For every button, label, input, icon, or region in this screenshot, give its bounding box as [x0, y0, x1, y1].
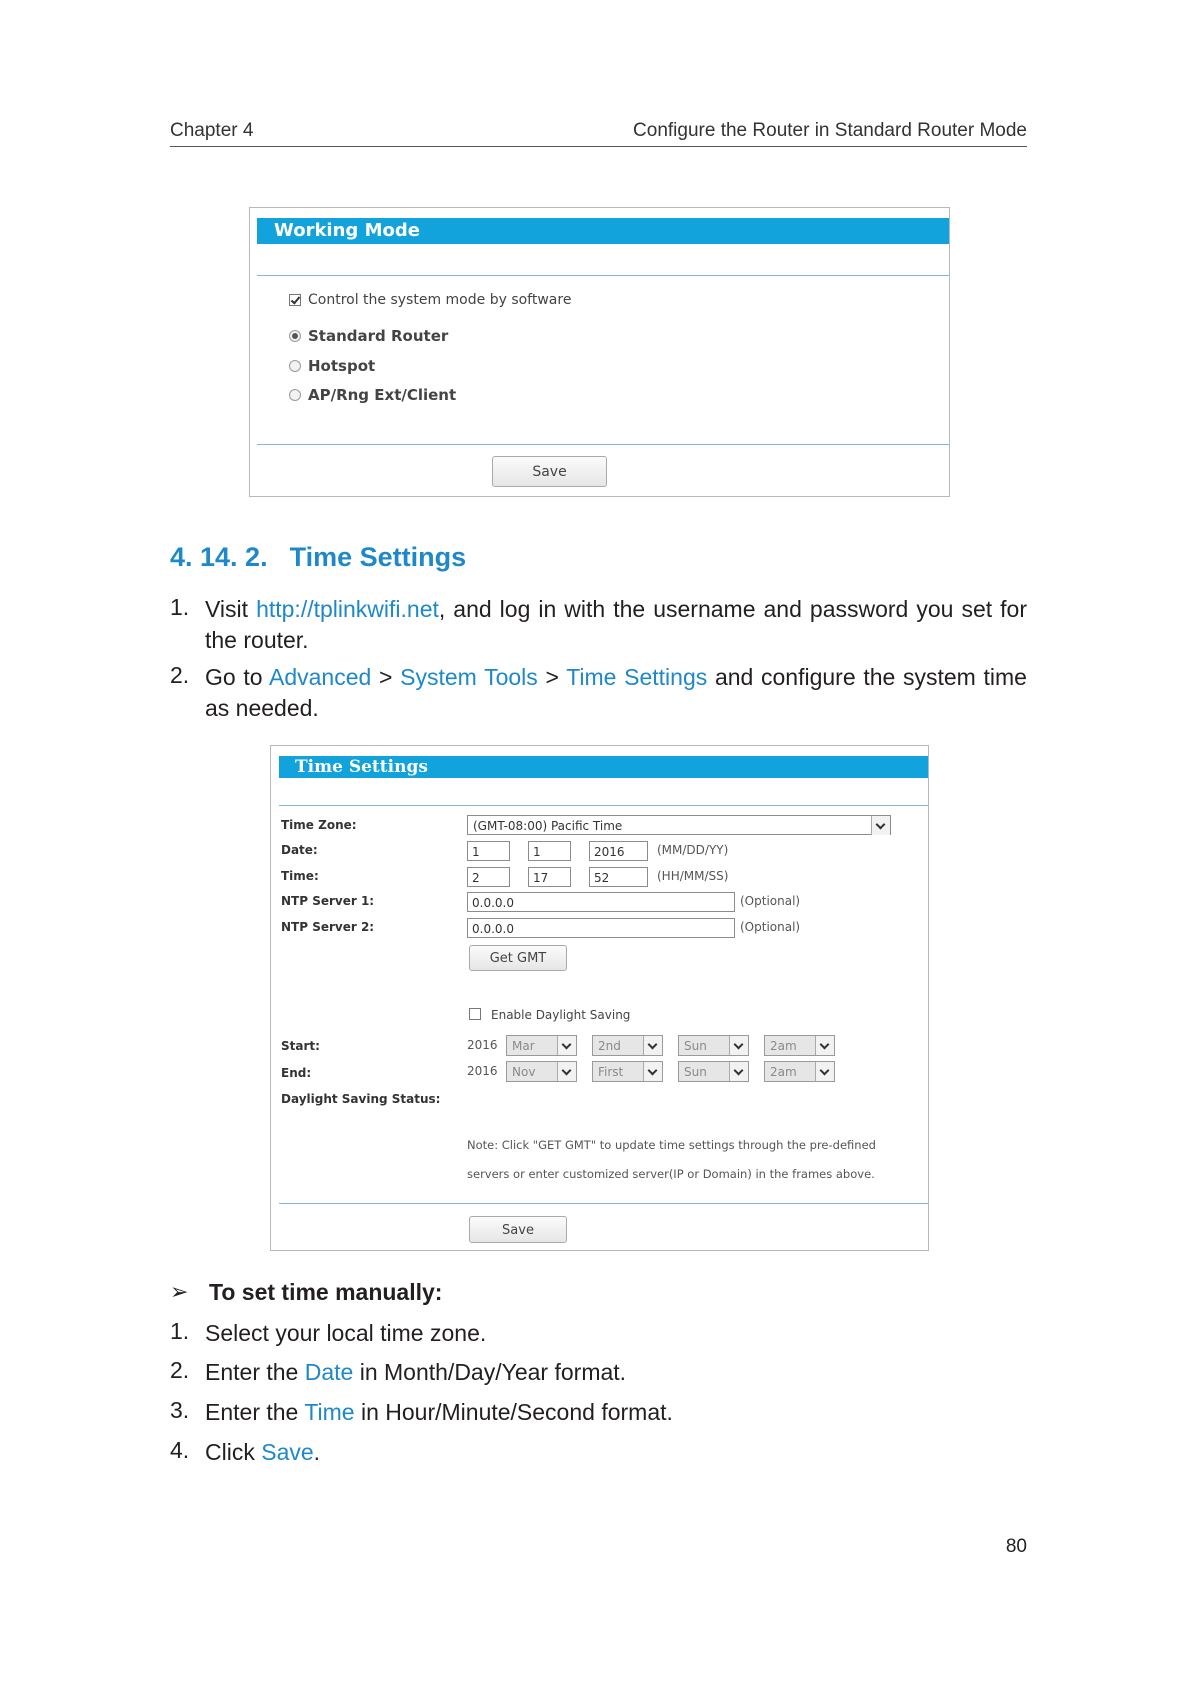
chevron-down-icon [557, 1036, 576, 1055]
step-2-text: Go to Advanced > System Tools > Time Settings and configure the system time as needed. [205, 664, 1027, 721]
ntp-server-2-input[interactable]: 0.0.0.0 [467, 918, 735, 938]
arrow-bullet-icon: ➢ [170, 1279, 189, 1304]
step-number: 2. [170, 662, 190, 688]
working-mode-title: Working Mode [257, 218, 949, 244]
ntp2-optional-hint: (Optional) [740, 920, 801, 934]
radio-ap-rng-ext-client[interactable] [289, 389, 301, 401]
ntp-server-2-label: NTP Server 2: [281, 920, 375, 934]
chapter-title: Configure the Router in Standard Router Mode [633, 120, 1027, 141]
time-settings-title: Time Settings [279, 756, 928, 778]
time-link[interactable]: Time [304, 1399, 355, 1425]
date-link[interactable]: Date [304, 1359, 354, 1385]
divider [257, 444, 949, 445]
start-hour-select[interactable]: 2am [764, 1035, 835, 1056]
date-format-hint: (MM/DD/YY) [657, 843, 729, 857]
date-label: Date: [281, 843, 318, 857]
radio-standard-router[interactable] [289, 330, 301, 342]
chevron-down-icon [729, 1062, 748, 1081]
tplinkwifi-link[interactable]: http://tplinkwifi.net [256, 596, 439, 622]
ap-rng-ext-client-label: AP/Rng Ext/Client [308, 386, 457, 404]
manual-step-number: 2. [170, 1357, 190, 1383]
ntp1-optional-hint: (Optional) [740, 894, 801, 908]
get-gmt-button[interactable]: Get GMT [469, 945, 567, 971]
time-minute-input[interactable]: 17 [528, 867, 571, 887]
time-settings-panel [270, 745, 929, 1251]
end-hour-select[interactable]: 2am [764, 1061, 835, 1082]
chevron-down-icon [871, 816, 890, 835]
enable-daylight-saving-checkbox[interactable] [469, 1008, 481, 1020]
divider [257, 275, 949, 276]
system-tools-link[interactable]: System Tools [400, 664, 538, 690]
header-divider [170, 146, 1027, 147]
manual-step-4: Click Save. [205, 1439, 321, 1465]
software-control-label: Control the system mode by software [308, 292, 572, 308]
time-zone-label: Time Zone: [281, 818, 357, 832]
working-mode-panel [249, 207, 950, 497]
time-label: Time: [281, 869, 319, 883]
end-year: 2016 [467, 1064, 498, 1078]
date-year-input[interactable]: 2016 [589, 841, 648, 861]
divider [279, 1203, 928, 1204]
manual-step-number: 1. [170, 1318, 190, 1344]
save-button[interactable]: Save [492, 456, 607, 487]
time-hour-input[interactable]: 2 [467, 867, 510, 887]
advanced-link[interactable]: Advanced [268, 664, 372, 690]
software-control-checkbox[interactable] [289, 294, 301, 306]
manual-step-2: Enter the Date in Month/Day/Year format. [205, 1359, 627, 1385]
time-zone-select[interactable]: (GMT-08:00) Pacific Time [467, 815, 891, 835]
save-button[interactable]: Save [469, 1216, 567, 1243]
ntp-server-1-input[interactable]: 0.0.0.0 [467, 892, 735, 912]
manual-step-3: Enter the Time in Hour/Minute/Second format. [205, 1399, 673, 1425]
section-heading [170, 542, 466, 573]
step-number: 1. [170, 594, 190, 620]
step-1-text: Visit http://tplinkwifi.net, and log in with the username and password you set for the router. [205, 596, 1027, 653]
standard-router-label: Standard Router [308, 327, 449, 345]
note-line-2: servers or enter customized server(IP or Domain) in the frames above. [467, 1167, 875, 1181]
chevron-down-icon [643, 1036, 662, 1055]
date-month-input[interactable]: 1 [467, 841, 510, 861]
end-month-select[interactable]: Nov [506, 1061, 577, 1082]
note-line-1: Note: Click "GET GMT" to update time settings through the pre-defined [467, 1138, 876, 1152]
divider [279, 805, 928, 806]
chevron-down-icon [815, 1036, 834, 1055]
end-day-select[interactable]: Sun [678, 1061, 749, 1082]
enable-daylight-saving-label: Enable Daylight Saving [491, 1008, 631, 1022]
time-format-hint: (HH/MM/SS) [657, 869, 729, 883]
daylight-saving-status-label: Daylight Saving Status: [281, 1092, 441, 1106]
end-week-select[interactable]: First [592, 1061, 663, 1082]
page-number: 80 [1005, 1536, 1027, 1557]
date-day-input[interactable]: 1 [528, 841, 571, 861]
end-label: End: [281, 1066, 312, 1080]
chevron-down-icon [815, 1062, 834, 1081]
time-settings-link[interactable]: Time Settings [566, 664, 708, 690]
start-week-select[interactable]: 2nd [592, 1035, 663, 1056]
manual-heading: To set time manually: [209, 1279, 443, 1305]
ntp-server-1-label: NTP Server 1: [281, 894, 375, 908]
chevron-down-icon [557, 1062, 576, 1081]
save-link[interactable]: Save [261, 1439, 314, 1465]
start-year: 2016 [467, 1038, 498, 1052]
chevron-down-icon [729, 1036, 748, 1055]
start-label: Start: [281, 1039, 320, 1053]
manual-step-number: 4. [170, 1437, 190, 1463]
section-title: Time Settings [289, 542, 467, 572]
manual-step-1: Select your local time zone. [205, 1320, 487, 1346]
section-number: 4. 14. 2. [170, 542, 268, 572]
radio-hotspot[interactable] [289, 360, 301, 372]
chevron-down-icon [643, 1062, 662, 1081]
start-month-select[interactable]: Mar [506, 1035, 577, 1056]
start-day-select[interactable]: Sun [678, 1035, 749, 1056]
hotspot-label: Hotspot [308, 357, 376, 375]
manual-step-number: 3. [170, 1397, 190, 1423]
time-second-input[interactable]: 52 [589, 867, 648, 887]
chapter-label: Chapter 4 [170, 120, 254, 141]
